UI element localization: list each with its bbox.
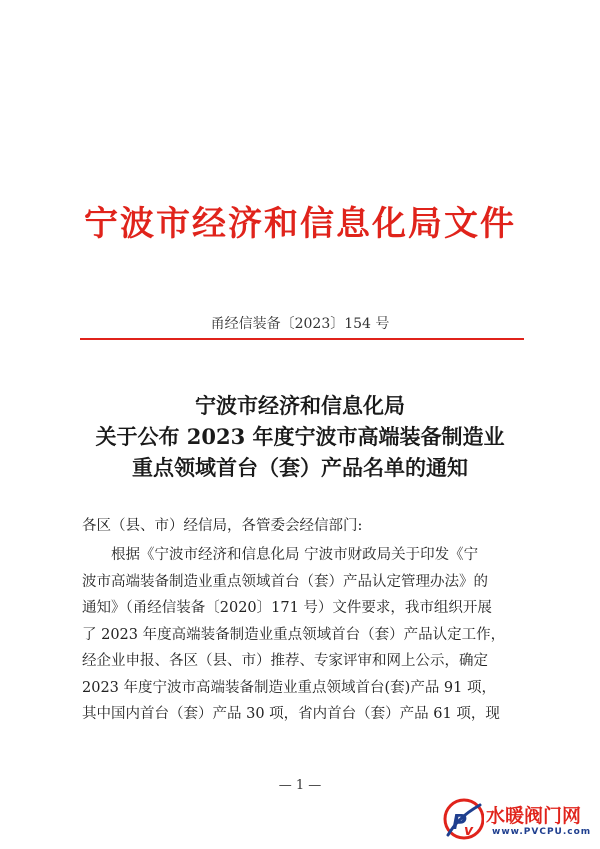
body-line: 其中国内首台（套）产品 30 项，省内首台（套）产品 61 项，现 bbox=[82, 706, 500, 722]
title-line: 关于公布 2023 年度宁波市高端装备制造业 bbox=[95, 424, 505, 449]
notice-title bbox=[0, 390, 600, 483]
body-line: 通知》（甬经信装备〔2020〕171 号）文件要求，我市组织开展 bbox=[82, 600, 492, 616]
title-line: 宁波市经济和信息化局 bbox=[195, 393, 405, 418]
watermark-url: www.PVCPU.com bbox=[492, 827, 592, 837]
watermark-site-name: 水暖阀门网 bbox=[486, 805, 582, 827]
body-line: 根据《宁波市经济和信息化局 宁波市财政局关于印发《宁 bbox=[111, 547, 479, 563]
document-number: 甬经信装备〔2023〕154 号 bbox=[210, 316, 390, 332]
salutation: 各区（县、市）经信局，各管委会经信部门: bbox=[82, 518, 363, 534]
body-line: 了 2023 年度高端装备制造业重点领域首台（套）产品认定工作， bbox=[82, 626, 506, 643]
watermark bbox=[440, 795, 600, 849]
page-number: — 1 — bbox=[278, 778, 322, 793]
masthead-title: 宁波市经济和信息化局文件 bbox=[84, 204, 516, 244]
svg-text:v: v bbox=[464, 823, 474, 839]
svg-text:P: P bbox=[452, 810, 467, 834]
body-line: 2023 年度宁波市高端装备制造业重点领域首台(套)产品 91 项， bbox=[82, 679, 496, 696]
title-line: 重点领域首台（套）产品名单的通知 bbox=[132, 455, 468, 480]
body-text bbox=[82, 542, 528, 728]
body-line: 经企业申报、各区（县、市）推荐、专家评审和网上公示，确定 bbox=[82, 653, 488, 669]
pv-logo-icon bbox=[440, 795, 484, 849]
body-line: 波市高端装备制造业重点领域首台（套）产品认定管理办法》的 bbox=[82, 573, 488, 590]
red-divider-line bbox=[80, 338, 524, 340]
